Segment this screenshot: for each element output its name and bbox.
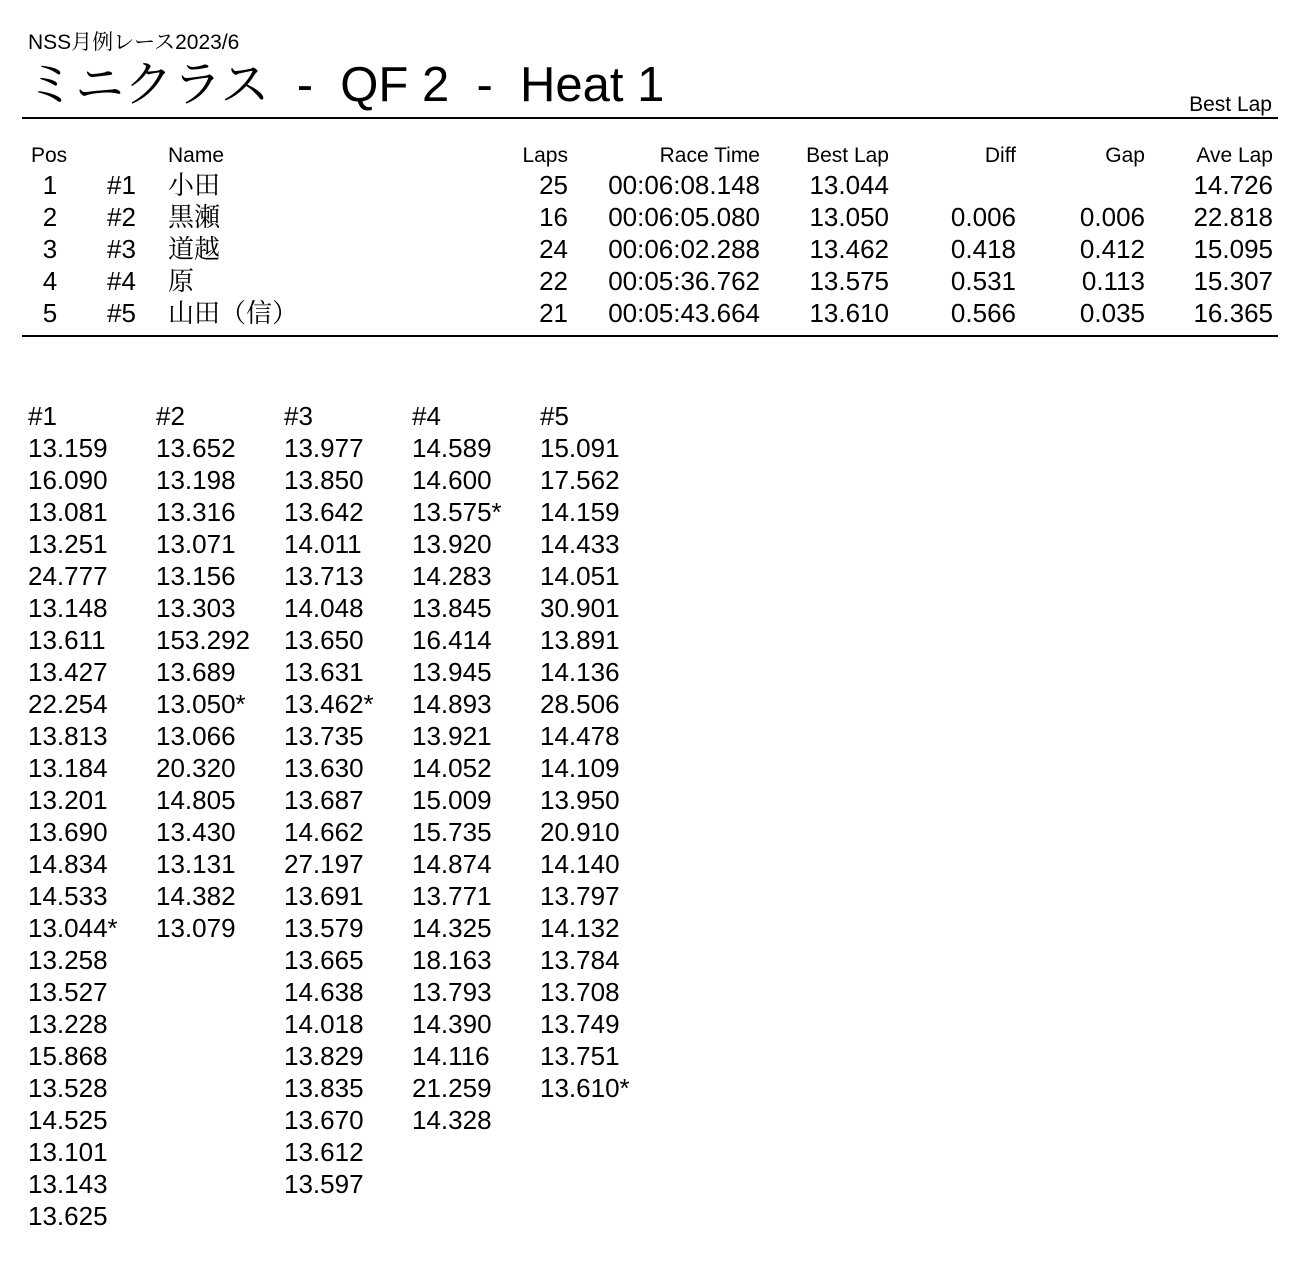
gap-cell: 0.113 [1081, 266, 1145, 296]
lap-time: 14.018 [284, 1009, 364, 1039]
driver-name-cell: 黒瀬 [168, 202, 221, 232]
lap-time: 13.735 [284, 721, 364, 751]
lap-column-header: #4 [412, 401, 441, 431]
lap-time: 13.845 [412, 593, 492, 623]
lap-time: 14.048 [284, 593, 364, 623]
lap-time: 13.690 [28, 817, 108, 847]
lap-time: 13.850 [284, 465, 364, 495]
lap-time: 13.575* [412, 497, 502, 527]
lap-time: 20.320 [156, 753, 236, 783]
lap-time: 13.650 [284, 625, 364, 655]
race-time-cell: 00:06:02.288 [608, 234, 760, 264]
lap-time: 14.136 [540, 657, 620, 687]
lap-time: 13.751 [540, 1041, 620, 1071]
laps-cell: 24 [539, 234, 568, 264]
lap-time: 13.920 [412, 529, 492, 559]
result-row [0, 265, 1302, 297]
header-gap: Gap [1105, 144, 1145, 167]
lap-time: 13.610* [540, 1073, 630, 1103]
lap-time: 13.784 [540, 945, 620, 975]
race-time-cell: 00:06:05.080 [608, 202, 760, 232]
lap-column-header: #3 [284, 401, 313, 431]
lap-time: 13.143 [28, 1169, 108, 1199]
lap-time: 13.156 [156, 561, 236, 591]
lap-column-header: #5 [540, 401, 569, 431]
pos-cell: 3 [42, 234, 58, 264]
lap-time: 16.090 [28, 465, 108, 495]
lap-time: 13.642 [284, 497, 364, 527]
result-row [0, 169, 1302, 201]
lap-time: 30.901 [540, 593, 620, 623]
lap-time: 14.328 [412, 1105, 492, 1135]
lap-time: 13.945 [412, 657, 492, 687]
lap-time: 13.771 [412, 881, 492, 911]
header-pos: Pos [31, 144, 68, 167]
car-number-cell: #4 [107, 266, 136, 296]
car-number-cell: #3 [107, 234, 136, 264]
lap-time: 13.689 [156, 657, 236, 687]
lap-time: 14.893 [412, 689, 492, 719]
lap-time: 14.132 [540, 913, 620, 943]
lap-time: 14.159 [540, 497, 620, 527]
car-number-cell: #1 [107, 170, 136, 200]
lap-time: 15.735 [412, 817, 492, 847]
header-best-lap: Best Lap [806, 144, 889, 167]
lap-time: 13.251 [28, 529, 108, 559]
lap-time: 13.612 [284, 1137, 364, 1167]
lap-time: 22.254 [28, 689, 108, 719]
lap-time: 14.478 [540, 721, 620, 751]
ave-lap-cell: 22.818 [1193, 202, 1273, 232]
lap-time: 18.163 [412, 945, 492, 975]
lap-time: 13.066 [156, 721, 236, 751]
ave-lap-cell: 16.365 [1193, 298, 1273, 328]
lap-time: 14.525 [28, 1105, 108, 1135]
lap-time: 13.708 [540, 977, 620, 1007]
lap-time: 13.198 [156, 465, 236, 495]
race-time-cell: 00:05:43.664 [608, 298, 760, 328]
lap-time: 13.597 [284, 1169, 364, 1199]
lap-column-header: #1 [28, 401, 57, 431]
lap-time: 13.131 [156, 849, 236, 879]
lap-time: 13.050* [156, 689, 246, 719]
lap-time: 28.506 [540, 689, 620, 719]
lap-time: 15.091 [540, 433, 620, 463]
lap-time: 13.749 [540, 1009, 620, 1039]
lap-time: 14.533 [28, 881, 108, 911]
lap-time: 13.316 [156, 497, 236, 527]
lap-time: 13.579 [284, 913, 364, 943]
diff-cell: 0.531 [950, 266, 1016, 296]
lap-time: 13.430 [156, 817, 236, 847]
lap-time: 13.071 [156, 529, 236, 559]
lap-time: 15.868 [28, 1041, 108, 1071]
header-ave-lap: Ave Lap [1196, 144, 1273, 167]
lap-time: 13.665 [284, 945, 364, 975]
lap-time: 13.977 [284, 433, 364, 463]
lap-time: 13.652 [156, 433, 236, 463]
lap-time: 14.140 [540, 849, 620, 879]
lap-time: 14.805 [156, 785, 236, 815]
lap-time: 13.044* [28, 913, 118, 943]
report-subtitle: NSS月例レース2023/6 [28, 31, 240, 54]
lap-time: 20.910 [540, 817, 620, 847]
lap-time: 13.079 [156, 913, 236, 943]
lap-time: 13.159 [28, 433, 108, 463]
lap-column [284, 400, 412, 1232]
lap-time: 13.228 [28, 1009, 108, 1039]
ave-lap-cell: 14.726 [1193, 170, 1273, 200]
lap-time: 13.258 [28, 945, 108, 975]
pos-cell: 2 [42, 202, 58, 232]
lap-column-header: #2 [156, 401, 185, 431]
lap-time: 14.116 [412, 1041, 490, 1071]
results-divider [22, 335, 1278, 337]
driver-name-cell: 原 [168, 266, 195, 296]
best-lap-cell: 13.575 [809, 266, 889, 296]
lap-time: 14.325 [412, 913, 492, 943]
lap-time: 13.462* [284, 689, 374, 719]
race-time-cell: 00:05:36.762 [608, 266, 760, 296]
lap-time: 13.813 [28, 721, 108, 751]
lap-time: 13.713 [284, 561, 364, 591]
driver-name-cell: 山田（信） [168, 298, 299, 328]
lap-time: 14.382 [156, 881, 236, 911]
report-title: ミニクラス - QF 2 - Heat 1 [26, 58, 665, 112]
lap-times-grid [28, 400, 668, 1232]
lap-time: 13.630 [284, 753, 364, 783]
lap-time: 13.611 [28, 625, 106, 655]
results-table [0, 143, 1302, 329]
pos-cell: 5 [42, 298, 58, 328]
pos-cell: 4 [42, 266, 58, 296]
lap-time: 16.414 [412, 625, 492, 655]
lap-time: 13.101 [28, 1137, 108, 1167]
lap-time: 21.259 [412, 1073, 492, 1103]
lap-time: 13.528 [28, 1073, 108, 1103]
laps-cell: 25 [539, 170, 568, 200]
lap-column [412, 400, 540, 1232]
best-lap-cell: 13.610 [809, 298, 889, 328]
car-number-cell: #2 [107, 202, 136, 232]
header-race-time: Race Time [659, 144, 760, 167]
lap-time: 13.625 [28, 1201, 108, 1231]
diff-cell: 0.418 [950, 234, 1016, 264]
result-row [0, 297, 1302, 329]
lap-time: 14.390 [412, 1009, 492, 1039]
gap-cell: 0.035 [1079, 298, 1145, 328]
lap-time: 13.148 [28, 593, 108, 623]
laps-cell: 21 [539, 298, 568, 328]
lap-time: 13.835 [284, 1073, 364, 1103]
lap-time: 14.011 [284, 529, 362, 559]
lap-time: 15.009 [412, 785, 492, 815]
lap-column [540, 400, 668, 1232]
gap-cell: 0.412 [1079, 234, 1145, 264]
laps-cell: 22 [539, 266, 568, 296]
lap-time: 14.109 [540, 753, 620, 783]
lap-time: 14.433 [540, 529, 620, 559]
lap-time: 14.589 [412, 433, 492, 463]
lap-time: 13.670 [284, 1105, 364, 1135]
best-lap-cell: 13.050 [809, 202, 889, 232]
race-time-cell: 00:06:08.148 [608, 170, 760, 200]
car-number-cell: #5 [107, 298, 136, 328]
results-header-row [0, 143, 1302, 169]
lap-time: 13.184 [28, 753, 108, 783]
lap-time: 13.527 [28, 977, 108, 1007]
diff-cell: 0.006 [950, 202, 1016, 232]
diff-cell: 0.566 [950, 298, 1016, 328]
lap-time: 14.662 [284, 817, 364, 847]
lap-time: 14.052 [412, 753, 492, 783]
lap-column [156, 400, 284, 1232]
best-lap-cell: 13.462 [809, 234, 889, 264]
result-row [0, 233, 1302, 265]
lap-time: 13.303 [156, 593, 236, 623]
pos-cell: 1 [42, 170, 58, 200]
lap-column [28, 400, 156, 1232]
lap-time: 27.197 [284, 849, 364, 879]
lap-time: 14.638 [284, 977, 364, 1007]
lap-time: 13.797 [540, 881, 620, 911]
lap-time: 13.691 [284, 881, 364, 911]
best-lap-cell: 13.044 [809, 170, 889, 200]
lap-time: 13.829 [284, 1041, 364, 1071]
lap-time: 17.562 [540, 465, 620, 495]
ave-lap-cell: 15.095 [1193, 234, 1273, 264]
lap-time: 14.600 [412, 465, 492, 495]
lap-time: 13.891 [540, 625, 620, 655]
lap-time: 13.631 [284, 657, 364, 687]
lap-time: 14.283 [412, 561, 492, 591]
sort-label: Best Lap [1189, 93, 1272, 116]
lap-time: 24.777 [28, 561, 108, 591]
lap-time: 13.687 [284, 785, 364, 815]
lap-time: 14.051 [540, 561, 620, 591]
lap-time: 153.292 [156, 625, 250, 655]
lap-time: 14.834 [28, 849, 108, 879]
ave-lap-cell: 15.307 [1193, 266, 1273, 296]
header-laps: Laps [522, 144, 568, 167]
lap-time: 14.874 [412, 849, 492, 879]
header-divider [22, 117, 1278, 119]
header-diff: Diff [984, 144, 1016, 167]
gap-cell: 0.006 [1079, 202, 1145, 232]
lap-time: 13.950 [540, 785, 620, 815]
laps-cell: 16 [539, 202, 568, 232]
driver-name-cell: 小田 [168, 170, 221, 200]
result-row [0, 201, 1302, 233]
header-name: Name [168, 144, 225, 167]
lap-time: 13.921 [412, 721, 492, 751]
lap-time: 13.427 [28, 657, 108, 687]
driver-name-cell: 道越 [168, 234, 221, 264]
lap-time: 13.793 [412, 977, 492, 1007]
lap-time: 13.201 [28, 785, 108, 815]
lap-time: 13.081 [28, 497, 108, 527]
